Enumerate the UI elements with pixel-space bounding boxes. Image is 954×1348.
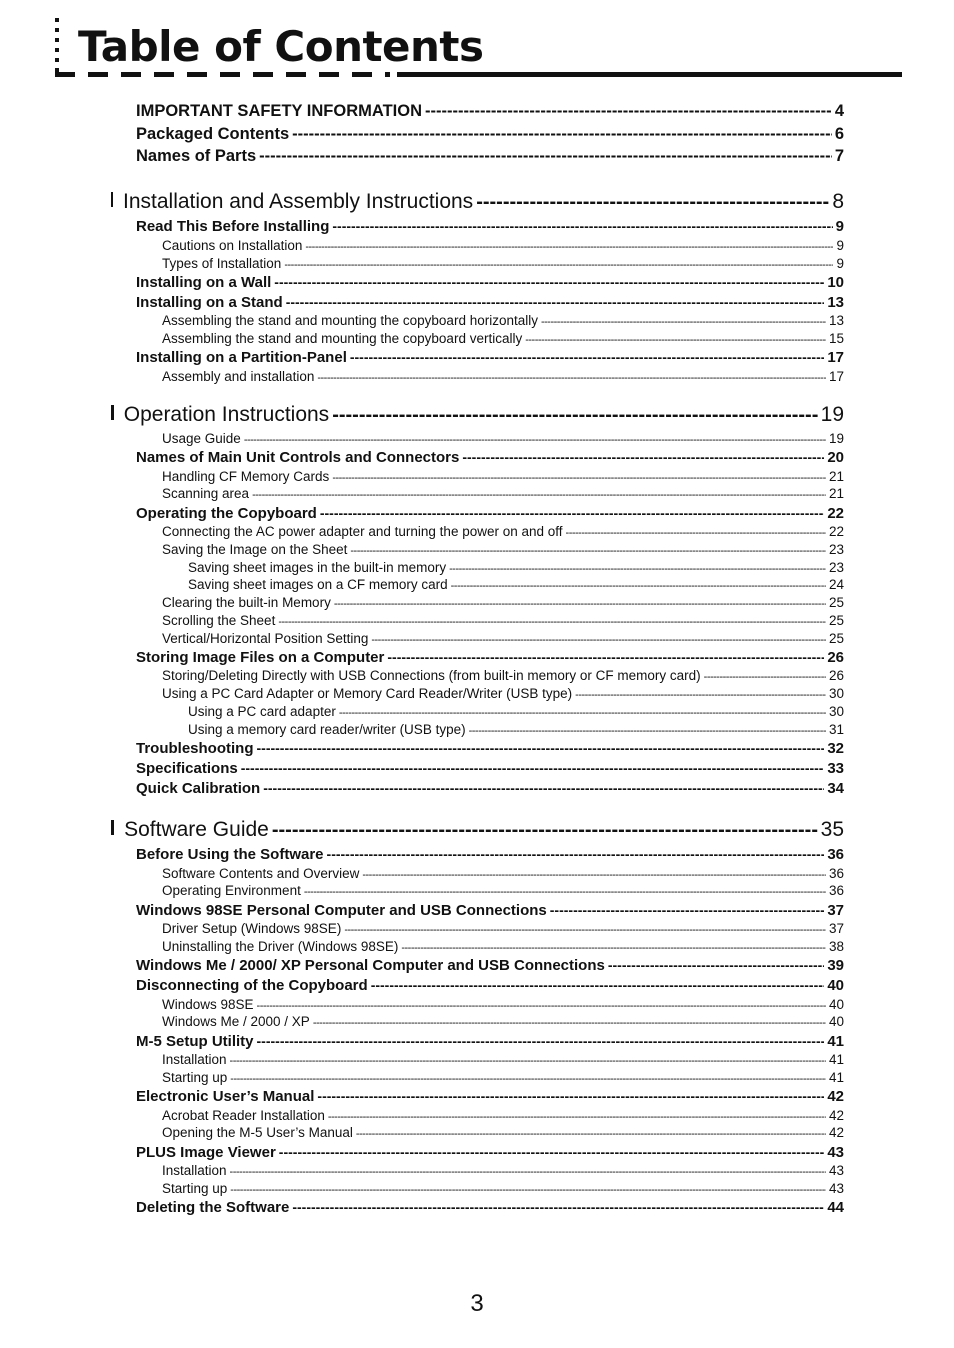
toc-entry-label: Operating Environment	[162, 883, 301, 898]
toc-page-number: 22	[827, 505, 844, 522]
dot-leader	[371, 634, 826, 646]
toc-page-number: 7	[834, 147, 844, 165]
toc-page-number: 33	[827, 760, 844, 777]
toc-entry[interactable]	[162, 631, 844, 646]
toc-entry-label: Before Using the Software	[136, 846, 324, 863]
toc-entry[interactable]	[188, 704, 844, 719]
toc-page-number: 30	[828, 704, 844, 719]
toc-entry-label: Using a PC Card Adapter or Memory Card Reader/Writer (USB type)	[162, 686, 573, 701]
toc-page-number: 36	[827, 846, 844, 863]
toc-page-number: 25	[828, 595, 844, 610]
toc-entry-label: Software Contents and Overview	[162, 866, 360, 881]
toc-entry[interactable]	[162, 1052, 844, 1067]
toc-entry-label: Windows 98SE	[162, 997, 254, 1012]
toc-entry[interactable]	[136, 902, 844, 919]
dot-leader	[284, 259, 833, 271]
toc-entry-label: Acrobat Reader Installation	[162, 1108, 325, 1123]
toc-entry-label: Storing/Deleting Directly with USB Connections (from built-in memory or CF memory card)	[162, 668, 701, 683]
toc-entry[interactable]	[136, 977, 844, 994]
dot-leader	[575, 689, 826, 701]
toc-entry[interactable]	[162, 486, 844, 501]
toc-entry-label: Packaged Contents	[136, 125, 290, 143]
dot-leader	[332, 218, 832, 234]
toc-entry-label: M-5 Setup Utility	[136, 1033, 254, 1050]
toc-entry-label: Assembling the stand and mounting the copyboard horizontally	[162, 313, 538, 328]
toc-entry-label: Names of Parts	[136, 147, 257, 165]
dot-leader	[350, 349, 824, 365]
page-title: Table of Contents	[78, 22, 484, 71]
toc-page-number: 9	[835, 218, 844, 235]
toc-page-number: 4	[834, 102, 844, 120]
toc-entry[interactable]	[162, 469, 844, 484]
toc-entry-label: Installing on a Wall	[136, 274, 272, 291]
toc-entry[interactable]	[162, 613, 844, 628]
toc-page-number: 30	[828, 686, 844, 701]
toc-page-number: 8	[832, 190, 844, 213]
toc-entry[interactable]	[188, 577, 844, 592]
toc-entry-label: Starting up	[162, 1070, 228, 1085]
toc-page-number: 42	[827, 1088, 844, 1105]
header-vertical-dash-rule	[55, 18, 59, 76]
toc-entry[interactable]	[162, 238, 844, 253]
toc-entry-label: Starting up	[162, 1181, 228, 1196]
toc-entry-label: Operating the Copyboard	[136, 505, 317, 522]
square-bullet-icon	[111, 820, 114, 835]
header-solid-rule	[397, 72, 902, 77]
dot-leader	[259, 147, 832, 166]
toc-entry-label: Installing on a Partition-Panel	[136, 349, 347, 366]
toc-entry[interactable]	[162, 668, 844, 683]
toc-page-number: 43	[827, 1144, 844, 1161]
toc-entry-label: Troubleshooting	[136, 740, 254, 757]
toc-page-number: 32	[827, 740, 844, 757]
toc-entry[interactable]	[136, 349, 844, 366]
dot-leader	[332, 404, 817, 427]
toc-entry[interactable]	[136, 1144, 844, 1161]
toc-entry[interactable]	[136, 1033, 844, 1050]
toc-entry-label: Installing on a Stand	[136, 294, 283, 311]
toc-entry-label: Electronic User’s Manual	[136, 1088, 315, 1105]
toc-section-entry[interactable]	[111, 818, 844, 842]
toc-entry-label: Scanning area	[162, 486, 250, 501]
toc-entry[interactable]	[162, 866, 844, 881]
toc-entry[interactable]	[136, 780, 844, 797]
dot-leader	[704, 671, 826, 683]
toc-entry-label: Installation	[162, 1052, 227, 1067]
toc-entry[interactable]	[162, 1181, 844, 1196]
toc-entry[interactable]	[136, 147, 844, 166]
dot-leader	[332, 472, 826, 484]
toc-entry[interactable]	[162, 542, 844, 557]
dot-leader	[550, 902, 825, 918]
toc-entry-label: Saving sheet images on a CF memory card	[188, 577, 448, 592]
dot-leader	[339, 707, 826, 719]
toc-page-number: 20	[827, 449, 844, 466]
dot-leader	[469, 725, 826, 737]
dot-leader	[320, 505, 824, 521]
toc-page-number: 40	[828, 997, 844, 1012]
page-number: 3	[470, 1290, 484, 1317]
dot-leader	[356, 1128, 826, 1140]
toc-entry[interactable]	[136, 218, 844, 235]
toc-entry[interactable]	[162, 431, 844, 446]
toc-entry-label: Read This Before Installing	[136, 218, 330, 235]
toc-entry[interactable]	[136, 505, 844, 522]
toc-page-number: 43	[828, 1163, 844, 1178]
toc-section-entry[interactable]	[111, 190, 844, 214]
toc-page-number: 19	[828, 431, 844, 446]
toc-page-number: 26	[827, 649, 844, 666]
dot-leader	[244, 434, 826, 446]
toc-entry-label: Uninstalling the Driver (Windows 98SE)	[162, 939, 399, 954]
toc-page-number: 41	[828, 1052, 844, 1067]
toc-entry-label: Storing Image Files on a Computer	[136, 649, 385, 666]
toc-entry-label: Windows Me / 2000 / XP	[162, 1014, 310, 1029]
toc-entry[interactable]	[162, 331, 844, 346]
toc-entry-label: Installation and Assembly Instructions	[123, 190, 474, 213]
dot-leader	[278, 616, 826, 628]
dot-leader	[257, 740, 825, 756]
toc-entry-label: Names of Main Unit Controls and Connectors	[136, 449, 460, 466]
toc-entry[interactable]	[162, 1125, 844, 1140]
toc-entry-label: IMPORTANT SAFETY INFORMATION	[136, 102, 422, 120]
dot-leader	[230, 1055, 826, 1067]
toc-entry-label: Handling CF Memory Cards	[162, 469, 330, 484]
dot-leader	[304, 886, 826, 898]
toc-entry[interactable]	[162, 595, 844, 610]
dot-leader	[541, 316, 826, 328]
toc-entry[interactable]	[136, 1088, 844, 1105]
toc-entry[interactable]	[136, 649, 844, 666]
toc-entry-label: Specifications	[136, 760, 238, 777]
toc-page-number: 10	[827, 274, 844, 291]
toc-page-number: 40	[828, 1014, 844, 1029]
toc-entry[interactable]	[188, 722, 844, 737]
toc-entry-label: Quick Calibration	[136, 780, 261, 797]
dot-leader	[263, 780, 824, 796]
toc-page-number: 42	[828, 1108, 844, 1123]
toc-entry[interactable]	[162, 369, 844, 384]
toc-page-number: 41	[828, 1070, 844, 1085]
toc-entry-label: Scrolling the Sheet	[162, 613, 276, 628]
dot-leader	[371, 977, 825, 993]
dot-leader	[451, 580, 826, 592]
dot-leader	[362, 869, 826, 881]
square-bullet-icon	[111, 192, 113, 207]
dot-leader	[462, 449, 824, 465]
dot-leader	[230, 1166, 826, 1178]
square-bullet-icon	[111, 405, 114, 420]
toc-page-number: 36	[828, 883, 844, 898]
toc-entry-label: Saving the Image on the Sheet	[162, 542, 348, 557]
toc-page-number: 23	[828, 560, 844, 575]
dot-leader	[317, 1088, 824, 1104]
toc-entry[interactable]	[136, 102, 844, 121]
toc-entry[interactable]	[162, 256, 844, 271]
toc-entry-label: Deleting the Software	[136, 1199, 290, 1216]
toc-entry-label: Disconnecting of the Copyboard	[136, 977, 368, 994]
toc-entry-label: Opening the M-5 User’s Manual	[162, 1125, 353, 1140]
header-dashed-rule	[55, 72, 390, 77]
toc-entry[interactable]	[162, 313, 844, 328]
toc-entry[interactable]	[136, 449, 844, 466]
toc-entry[interactable]	[162, 939, 844, 954]
toc-entry-label: Saving sheet images in the built-in memory	[188, 560, 447, 575]
dot-leader	[241, 760, 825, 776]
toc-page-number: 25	[828, 613, 844, 628]
dot-leader	[476, 191, 829, 214]
toc-page-number: 38	[828, 939, 844, 954]
dot-leader	[274, 274, 824, 290]
dot-leader	[305, 241, 833, 253]
toc-page-number: 25	[828, 631, 844, 646]
toc-page-number: 35	[820, 818, 844, 841]
toc-entry[interactable]	[188, 560, 844, 575]
toc-page-number: 9	[836, 238, 844, 253]
toc-entry-label: Operation Instructions	[123, 403, 330, 426]
dot-leader	[292, 1199, 824, 1215]
toc-entry-label: Using a PC card adapter	[188, 704, 336, 719]
toc-entry-label: PLUS Image Viewer	[136, 1144, 276, 1161]
toc-section-entry[interactable]	[111, 403, 844, 427]
toc-page-number: 39	[827, 957, 844, 974]
dot-leader	[449, 563, 826, 575]
toc-entry-label: Types of Installation	[162, 256, 282, 271]
toc-entry[interactable]	[136, 760, 844, 777]
dot-leader	[292, 125, 832, 144]
toc-page-number: 34	[827, 780, 844, 797]
toc-entry[interactable]	[136, 846, 844, 863]
dot-leader	[328, 1111, 826, 1123]
toc-page-number: 24	[828, 577, 844, 592]
toc-page-number: 17	[828, 369, 844, 384]
toc-entry[interactable]	[162, 883, 844, 898]
toc-page-number: 13	[828, 313, 844, 328]
dot-leader	[350, 545, 826, 557]
toc-page-number: 21	[828, 486, 844, 501]
dot-leader	[525, 334, 826, 346]
toc-entry[interactable]	[162, 524, 844, 539]
toc-page-number: 43	[828, 1181, 844, 1196]
dot-leader	[257, 1033, 825, 1049]
dot-leader	[313, 1017, 826, 1029]
dot-leader	[327, 846, 825, 862]
dot-leader	[230, 1184, 826, 1196]
toc-page-number: 6	[834, 125, 844, 143]
toc-page-number: 42	[828, 1125, 844, 1140]
toc-entry-label: Driver Setup (Windows 98SE)	[162, 921, 342, 936]
dot-leader	[230, 1073, 826, 1085]
toc-page-number: 22	[828, 524, 844, 539]
toc-entry-label: Software Guide	[124, 818, 269, 841]
toc-entry-label: Vertical/Horizontal Position Setting	[162, 631, 369, 646]
toc-entry-label: Windows 98SE Personal Computer and USB Connections	[136, 902, 547, 919]
toc-page-number: 44	[827, 1199, 844, 1216]
dot-leader	[387, 649, 824, 665]
toc-page-number: 9	[836, 256, 844, 271]
toc-page-number: 19	[820, 403, 844, 426]
toc-page-number: 36	[828, 866, 844, 881]
toc-entry[interactable]	[162, 1108, 844, 1123]
dot-leader	[334, 598, 826, 610]
toc-page-number: 13	[827, 294, 844, 311]
dot-leader	[608, 957, 824, 973]
toc-entry[interactable]	[162, 1070, 844, 1085]
dot-leader	[566, 527, 826, 539]
toc-entry[interactable]	[136, 1199, 844, 1216]
toc-entry[interactable]	[162, 1014, 844, 1029]
toc-entry[interactable]	[162, 997, 844, 1012]
toc-entry[interactable]	[136, 957, 844, 974]
toc-entry-label: Assembly and installation	[162, 369, 315, 384]
dot-leader	[286, 294, 825, 310]
toc-entry-label: Usage Guide	[162, 431, 241, 446]
toc-entry-label: Connecting the AC power adapter and turning the power on and off	[162, 524, 563, 539]
toc-page-number: 31	[828, 722, 844, 737]
dot-leader	[425, 102, 832, 121]
toc-entry-label: Using a memory card reader/writer (USB type)	[188, 722, 466, 737]
dot-leader	[272, 819, 818, 842]
dot-leader	[401, 942, 826, 954]
toc-page-number: 26	[828, 668, 844, 683]
toc-page-number: 40	[827, 977, 844, 994]
toc-entry[interactable]	[136, 125, 844, 144]
toc-entry-label: Assembling the stand and mounting the copyboard vertically	[162, 331, 523, 346]
toc-entry[interactable]	[162, 686, 844, 701]
toc-entry[interactable]	[162, 921, 844, 936]
toc-entry[interactable]	[162, 1163, 844, 1178]
toc-page-number: 17	[827, 349, 844, 366]
toc-page-number: 21	[828, 469, 844, 484]
toc-entry[interactable]	[136, 294, 844, 311]
dot-leader	[317, 372, 826, 384]
dot-leader	[257, 1000, 826, 1012]
toc-page-number: 23	[828, 542, 844, 557]
toc-entry-label: Installation	[162, 1163, 227, 1178]
toc-page-number: 15	[828, 331, 844, 346]
dot-leader	[252, 489, 826, 501]
toc-page-number: 41	[827, 1033, 844, 1050]
dot-leader	[344, 924, 826, 936]
toc-page-number: 37	[827, 902, 844, 919]
toc-entry-label: Clearing the built-in Memory	[162, 595, 331, 610]
toc-entry[interactable]	[136, 740, 844, 757]
toc-entry-label: Cautions on Installation	[162, 238, 303, 253]
dot-leader	[279, 1144, 825, 1160]
toc-entry-label: Windows Me / 2000/ XP Personal Computer and USB Connections	[136, 957, 605, 974]
toc-entry[interactable]	[136, 274, 844, 291]
toc-page-number: 37	[828, 921, 844, 936]
